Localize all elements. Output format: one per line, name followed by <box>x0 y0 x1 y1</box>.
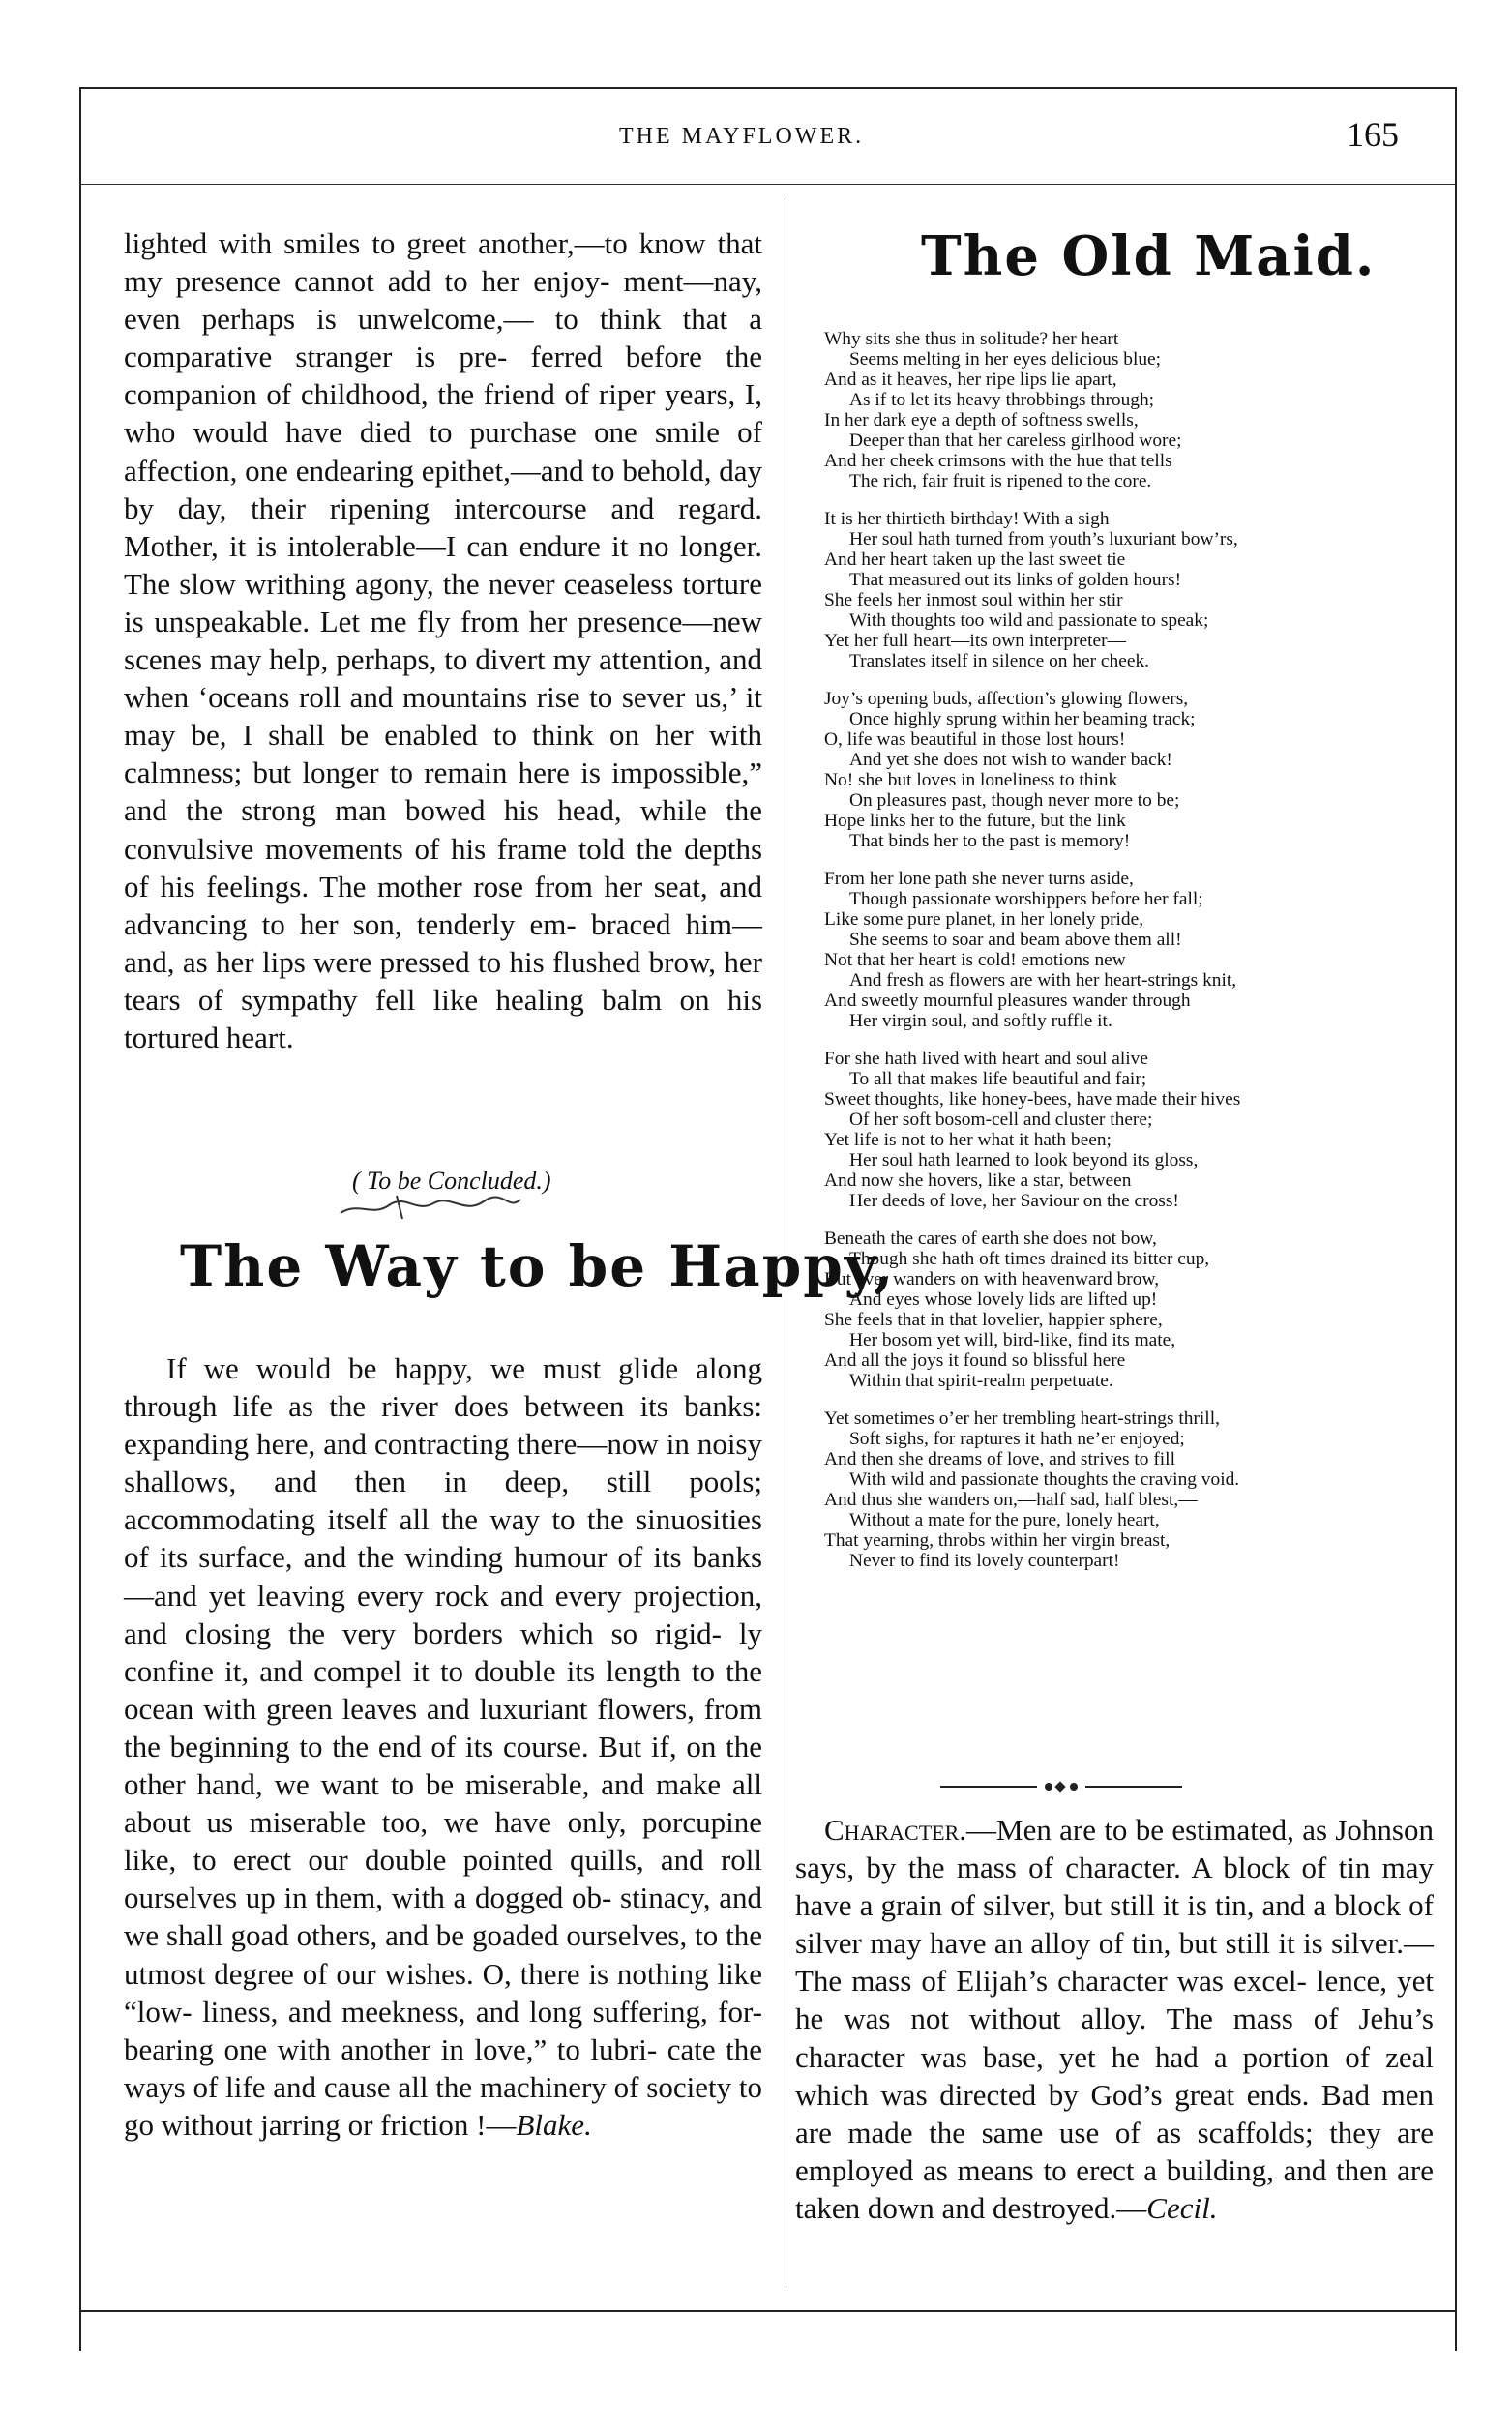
poem-stanza <box>824 1229 1443 1391</box>
text-line: length to the ocean with green leaves and <box>124 1653 763 1726</box>
text-line: goaded ourselves, to the utmost degree of <box>124 1918 763 1991</box>
text-line: end of its course. But if, on the other hand, <box>124 1729 763 1802</box>
text-line: but still it is tin, and a block of silver may <box>795 1888 1434 1961</box>
text-line: The mass of Elijah’s character was excel- <box>795 1964 1307 1999</box>
poem-title: The Old Maid. <box>921 224 1377 288</box>
poem-line: And as it heaves, her ripe lips lie apart, <box>824 370 1117 390</box>
text-line: luxuriant flowers, from the beginning to the <box>124 1691 762 1763</box>
text-line: Mother, it is intolerable—I can endure it no <box>124 528 669 563</box>
text-line: —Men are to be estimated, <box>966 1813 1294 1847</box>
text-line: roll ourselves up in them, with a dogged ob- <box>124 1843 763 1915</box>
text-line: fell like healing balm on his tortured heart. <box>124 982 763 1054</box>
text-line: as Johnson says, by the mass of character. <box>795 1813 1434 1885</box>
poem-line: Without a mate for the pure, lonely heart, <box>849 1510 1160 1530</box>
essay-body <box>124 1349 762 2144</box>
poem-line: That measured out its links of golden hours! <box>849 570 1182 590</box>
poem-line: Hope links her to the future, but the link <box>824 811 1126 831</box>
text-line: endearing epithet,—and to behold, day by <box>124 453 763 525</box>
poem-line: Like some pure planet, in her lonely pride, <box>824 909 1144 930</box>
poem-line: And sweetly mournful pleasures wander through <box>824 991 1191 1011</box>
poem-line: And all the joys it found so blissful here <box>824 1350 1126 1371</box>
text-line: movements of his frame told the depths of <box>124 831 763 904</box>
essay-signature: Blake. <box>516 2107 592 2142</box>
poem-stanza <box>824 689 1443 851</box>
poem-line: For she hath lived with heart and soul alive <box>824 1049 1148 1069</box>
poem-line: And eyes whose lovely lids are lifted up! <box>849 1289 1158 1310</box>
poem-line: With thoughts too wild and passionate to speak; <box>849 610 1209 631</box>
text-line: same use of as scaffolds; they are employed <box>795 2115 1434 2187</box>
text-line: we want to be miserable, and make all about <box>124 1767 762 1840</box>
poem-line: The rich, fair fruit is ripened to the core. <box>849 471 1152 491</box>
text-line: had a portion of zeal which was directed by <box>795 2039 1435 2112</box>
poem-line: She feels that in that lovelier, happier sphere, <box>824 1310 1163 1330</box>
text-line: remain here is impossible,” and the strong <box>124 756 763 828</box>
poem-line: No! she but loves in loneliness to think <box>824 770 1118 790</box>
poem-line: And now she hovers, like a star, between <box>824 1171 1132 1191</box>
text-line: to his flushed brow, her tears of sympathy <box>124 944 762 1017</box>
poem-line: And her cheek crimsons with the hue that tells <box>824 451 1172 471</box>
handwritten-mark <box>339 1192 522 1221</box>
poem-line: Her virgin soul, and softly ruffle it. <box>849 1011 1112 1031</box>
poem-line: Soft sighs, for raptures it hath ne’er enjoyed; <box>849 1429 1185 1449</box>
poem-line: Seems melting in her eyes delicious blue; <box>849 349 1162 370</box>
character-signature: Cecil. <box>1146 2190 1218 2225</box>
text-line: longer. The slow writhing agony, the never <box>124 528 762 601</box>
character-text <box>795 1811 1434 2227</box>
poem-line: Beneath the cares of earth she does not bow, <box>824 1229 1157 1249</box>
text-line: to think that a comparative stranger is pre- <box>124 302 762 374</box>
poem-line: Her soul hath turned from youth’s luxuriant bow’rs, <box>849 529 1238 549</box>
text-line: our wishes. O, there is nothing like “low- <box>124 1956 762 2029</box>
poem-line: Yet sometimes o’er her trembling heart-strings thrill, <box>824 1408 1220 1429</box>
text-line: cate the ways of life and cause all the <box>124 2031 763 2104</box>
poem-line: Yet life is not to her what it hath been; <box>824 1130 1112 1150</box>
text-line: ment—nay, even perhaps is unwelcome,— <box>124 264 762 337</box>
text-line: think on her with calmness; but longer to <box>124 718 762 790</box>
poem-line: Deeper than that her careless girlhood wore; <box>849 430 1182 451</box>
text-line: the friend of riper years, I, who would have <box>124 377 762 450</box>
text-line: lence, yet he was not without alloy. The <box>795 1964 1435 2036</box>
poem-body <box>824 329 1443 1588</box>
text-line: deep, still pools; accommodating itself all <box>124 1465 763 1537</box>
text-line: leaving every rock and every projection, <box>256 1578 762 1613</box>
text-line: there—now in noisy shallows, and then in <box>124 1427 763 1499</box>
poem-stanza <box>824 1408 1443 1571</box>
text-line: seat, and advancing to her son, tenderly em- <box>124 869 762 941</box>
story-continuation <box>124 224 762 1056</box>
essay-title: The Way to be Happy, <box>180 1233 896 1299</box>
text-line: God’s great ends. Bad men are made the <box>795 2077 1435 2149</box>
text-line: stinacy, and we shall goad others, and be <box>124 1881 763 1953</box>
poem-line: Joy’s opening buds, affection’s glowing flowers, <box>824 689 1189 709</box>
poem-line: To all that makes life beautiful and fair; <box>849 1069 1147 1089</box>
poem-stanza <box>824 1049 1443 1211</box>
poem-line: But ever wanders on with heavenward brow, <box>824 1269 1160 1289</box>
text-line: have an alloy of tin, but still it is silver.— <box>929 1926 1434 1961</box>
text-line: that my presence cannot add to her enjoy- <box>124 226 763 299</box>
poem-line: Not that her heart is cold! emotions new <box>824 950 1126 970</box>
text-line: bearing one with another in love,” to lubri- <box>124 2031 658 2066</box>
poem-line: And thus she wanders on,—half sad, half blest,— <box>824 1490 1198 1510</box>
to-be-concluded-note: ( To be Concluded.) <box>352 1167 551 1195</box>
bottom-border-rule <box>79 2310 1455 2312</box>
text-line: fly from her presence—new scenes may <box>124 604 762 677</box>
poem-line: Her soul hath learned to look beyond its gloss, <box>849 1150 1199 1171</box>
poem-line: O, life was beautiful in those lost hours! <box>824 729 1126 750</box>
text-line: braced him—and, as her lips were pressed <box>124 906 762 979</box>
poem-line: And yet she does not wish to wander back! <box>849 750 1172 770</box>
poem-line: She feels her inmost soul within her stir <box>824 590 1123 610</box>
text-line: man bowed his head, while the convulsive <box>124 793 762 866</box>
text-line: ferred before the companion of childhood, <box>124 340 763 412</box>
text-line: or friction !— <box>347 2107 517 2142</box>
poem-line: Never to find its lovely counterpart! <box>849 1551 1120 1571</box>
poem-line: It is her thirtieth birthday! With a sigh <box>824 509 1110 529</box>
poem-line: Her bosom yet will, bird-like, find its mate, <box>849 1330 1176 1350</box>
poem-line: And her heart taken up the last sweet tie <box>824 549 1126 570</box>
text-line: along through life as the river does between <box>124 1351 762 1424</box>
text-line: day, their ripening intercourse and regard. <box>177 490 762 525</box>
text-line: like, to erect our double pointed quills, and <box>124 1843 704 1878</box>
poem-line: With wild and passionate thoughts the craving void. <box>849 1469 1240 1490</box>
text-line: mass of Jehu’s character was base, yet he <box>795 2001 1434 2074</box>
poem-line: Yet her full heart—its own interpreter— <box>824 631 1126 651</box>
text-line: lighted with smiles to greet another,—to know <box>124 226 706 260</box>
essay-paragraph <box>124 1349 762 2144</box>
poem-line: Though she hath oft times drained its bitter cup, <box>849 1249 1210 1269</box>
poem-line: From her lone path she never turns aside, <box>824 869 1134 889</box>
text-line: the winding humour of its banks—and yet <box>124 1540 763 1613</box>
text-line: the way to the sinuosities of its surface, and <box>124 1502 762 1575</box>
text-line: A block of tin may have a grain of silver, <box>795 1851 1434 1923</box>
character-paragraph <box>795 1811 1434 2227</box>
text-line: when ‘oceans roll and mountains rise to <box>124 680 613 715</box>
poem-line: Why sits she thus in solitude? her heart <box>824 329 1119 349</box>
text-line: and closing the very borders which so rigid- <box>124 1615 722 1650</box>
running-title: THE MAYFLOWER. <box>619 124 865 149</box>
text-line: sever us,’ it may be, I shall be enabled to <box>124 680 763 753</box>
text-line: as means to erect a building, and then are <box>922 2152 1434 2187</box>
text-line: us miserable too, we have only, porcupine <box>206 1805 762 1840</box>
poem-line: And then she dreams of love, and strives to fill <box>824 1449 1175 1469</box>
poem-line: Of her soft bosom-cell and cluster there; <box>849 1110 1153 1130</box>
poem-line: Translates itself in silence on her cheek. <box>849 651 1149 671</box>
story-paragraph <box>124 224 762 1056</box>
text-line: liness, and meekness, and long suffering, for- <box>202 1994 763 2029</box>
page-number: 165 <box>1347 115 1399 154</box>
poem-line: And fresh as flowers are with her heart-strings knit, <box>849 970 1237 991</box>
poem-line: That binds her to the past is memory! <box>849 831 1131 851</box>
poem-line: On pleasures past, though never more to be; <box>849 790 1180 811</box>
poem-stanza <box>824 869 1443 1031</box>
text-line: ceaseless torture is unspeakable. Let me <box>124 566 762 638</box>
poem-line: She seems to soar and beam above them all! <box>849 930 1182 950</box>
poem-stanza <box>824 329 1443 491</box>
text-line: taken down and destroyed.— <box>795 2190 1147 2225</box>
text-line: died to purchase one smile of affection, one <box>124 415 762 488</box>
text-line: its banks: expanding here, and contracting <box>124 1389 763 1462</box>
section-ornament <box>940 1780 1182 1793</box>
poem-line: Sweet thoughts, like honey-bees, have made their hives <box>824 1089 1241 1110</box>
text-line: help, perhaps, to divert my attention, and <box>269 642 763 677</box>
poem-line: As if to let its heavy throbbings through; <box>849 390 1155 410</box>
poem-line: Once highly sprung within her beaming track; <box>849 709 1196 729</box>
poem-line: Within that spirit-realm perpetuate. <box>849 1371 1113 1391</box>
text-line: ly confine it, and compel it to double its <box>124 1615 762 1688</box>
poem-line: Though passionate worshippers before her fall; <box>849 889 1203 909</box>
poem-line: Her deeds of love, her Saviour on the cross! <box>849 1191 1179 1211</box>
header-rule <box>79 184 1455 185</box>
poem-stanza <box>824 509 1443 671</box>
text-line: his feelings. The mother rose from her <box>160 869 643 904</box>
character-heading: Character. <box>824 1813 966 1847</box>
poem-line: That yearning, throbs within her virgin breast, <box>824 1530 1171 1551</box>
poem-line: In her dark eye a depth of softness swells, <box>824 410 1139 430</box>
text-line: machinery of society to go without jarring <box>124 2069 762 2142</box>
text-line: If we would be happy, we must glide <box>166 1351 679 1385</box>
